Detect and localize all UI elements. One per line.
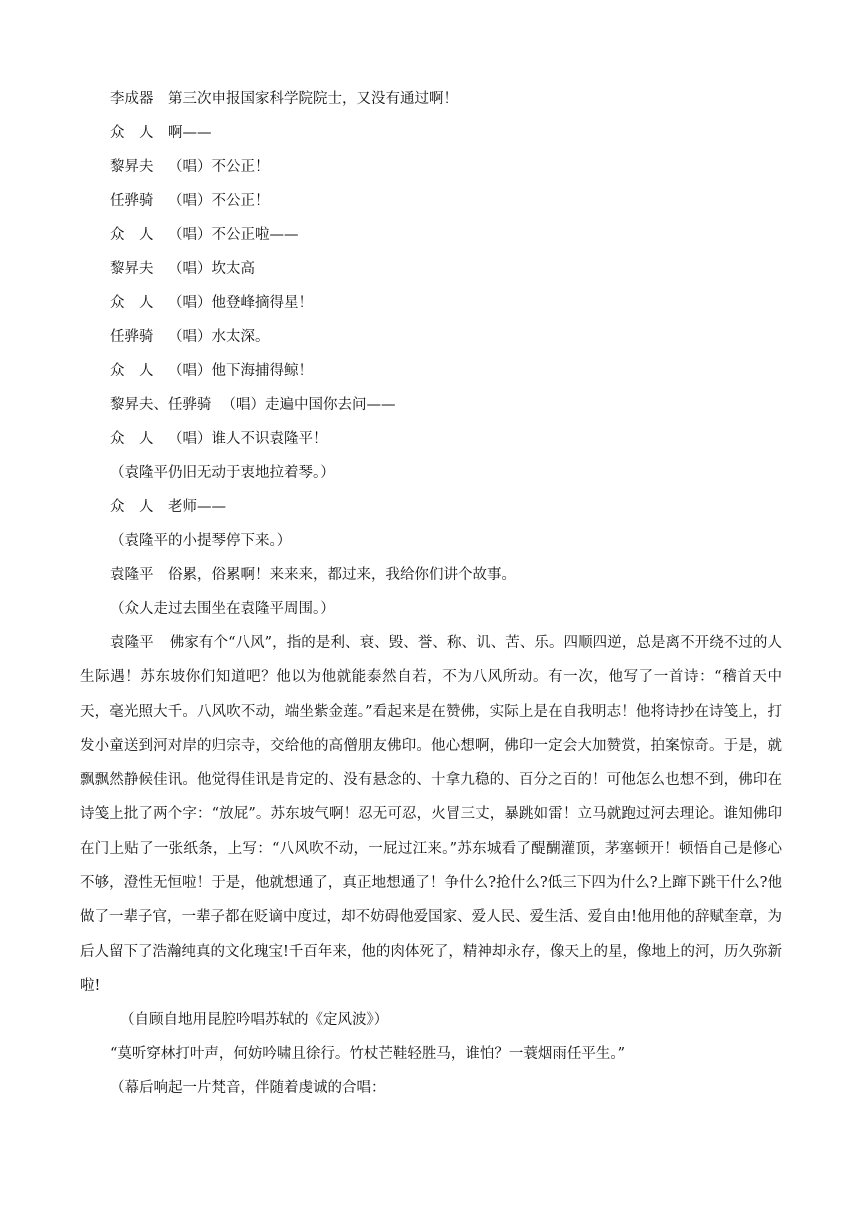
dialogue-line xyxy=(80,558,782,592)
dialogue-line xyxy=(80,218,782,252)
dialogue-text: （唱）不公正！ xyxy=(168,193,270,209)
stage-direction-text: （袁隆平仍旧无动于衷地拉着琴。） xyxy=(110,465,335,481)
dialogue-line xyxy=(80,82,782,116)
monologue-paragraph xyxy=(80,626,782,1003)
speaker-name: 任骅骑 xyxy=(110,329,154,345)
dialogue-text: （唱）走遍中国你去问—— xyxy=(221,397,396,413)
dialogue-text: （唱）他下海捕得鲸！ xyxy=(168,363,313,379)
stage-direction xyxy=(80,456,782,490)
dialogue-line xyxy=(80,354,782,388)
dialogue-line xyxy=(80,150,782,184)
dialogue-text: 俗累，俗累啊！来来来，都过来，我给你们讲个故事。 xyxy=(168,567,516,583)
stage-direction-text: （自顾自地用昆腔吟唱苏轼的《定风波》） xyxy=(120,1012,389,1029)
dialogue-line xyxy=(80,388,782,422)
speaker-name: 众 人 xyxy=(110,295,154,311)
speaker-name: 袁隆平 xyxy=(110,567,154,583)
dialogue-line xyxy=(80,320,782,354)
stage-direction-text: （袁隆平的小提琴停下来。） xyxy=(110,533,292,549)
speaker-name: 众 人 xyxy=(110,363,154,379)
poem-text: “莫听穿林打叶声，何妨吟啸且徐行。竹杖芒鞋轻胜马，谁怕？一蓑烟雨任平生。” xyxy=(110,1046,626,1063)
dialogue-line xyxy=(80,490,782,524)
speaker-name: 李成器 xyxy=(110,91,154,107)
stage-direction-text: （众人走过去围坐在袁隆平周围。） xyxy=(110,601,335,617)
stage-direction xyxy=(80,1003,782,1037)
dialogue-text: （唱）不公正啦—— xyxy=(168,227,299,243)
dialogue-line xyxy=(80,252,782,286)
dialogue-line xyxy=(80,184,782,218)
speaker-name: 众 人 xyxy=(110,125,154,141)
dialogue-line xyxy=(80,422,782,456)
dialogue-text: 啊—— xyxy=(168,125,212,141)
dialogue-text: 老师—— xyxy=(168,499,226,515)
poem-line xyxy=(80,1037,782,1071)
dialogue-line xyxy=(80,116,782,150)
monologue-text: 佛家有个“八风”，指的是利、衰、毁、誉、称、讥、苦、乐。四顺四逆，总是离不开绕不过的人生际遇！苏东坡你们知道吧？他以为他就能泰然自若，不为八风所动。有一次，他写了一首诗：“稽首天中天，毫光照大千。八风吹不动，端坐紫金莲。”看起来是在赞佛，实际上是在自我明志！他将诗抄在诗笺上，打发小童送到河对岸的归宗寺，交给他的高僧朋友佛印。他心想啊，佛印一定会大加赞赏，拍案惊奇。于是，就飘飘然静候佳讯。他觉得佳讯是肯定的、没有悬念的、十拿九稳的、百分之百的！可他怎么也想不到，佛印在诗笺上批了两个字：“放屁”。苏东坡气啊！忍无可忍，火冒三丈，暴跳如雷！立马就跑过河去理论。谁知佛印在门上贴了一张纸条，上写：“八风吹不动，一屁过江来。”苏东城看了醍醐灌顶，茅塞顿开！顿悟自己是修心不够，澄性无恒啦！于是，他就想通了，真正地想通了！争什么?抢什么?低三下四为什么?上蹿下跳干什么?他做了一辈子官，一辈子都在贬谪中度过，却不妨碍他爱国家、爱人民、爱生活、爱自由!他用他的辞赋奎章，为后人留下了浩瀚纯真的文化瑰宝!千百年来，他的肉体死了，精神却永存，像天上的星，像地上的河，历久弥新啦! xyxy=(80,635,783,994)
speaker-name: 黎昇夫 xyxy=(110,159,154,175)
dialogue-text: （唱）他登峰摘得星！ xyxy=(168,295,313,311)
dialogue-text: （唱）谁人不识袁隆平！ xyxy=(168,431,328,447)
stage-direction xyxy=(80,1071,782,1105)
speaker-name: 任骅骑 xyxy=(110,193,154,209)
stage-direction-text: （幕后响起一片梵音，伴随着虔诚的合唱： xyxy=(110,1080,386,1097)
dialogue-line xyxy=(80,286,782,320)
speaker-name: 众 人 xyxy=(110,499,154,515)
dialogue-text: （唱）坎太高 xyxy=(168,261,255,277)
speaker-name: 袁隆平 xyxy=(110,635,154,651)
dialogue-text: （唱）不公正！ xyxy=(168,159,270,175)
stage-direction xyxy=(80,524,782,558)
speaker-name: 黎昇夫 xyxy=(110,261,154,277)
speaker-name: 众 人 xyxy=(110,227,154,243)
dialogue-text: （唱）水太深。 xyxy=(168,329,270,345)
stage-direction xyxy=(80,592,782,626)
dialogue-text: 第三次申报国家科学院院士，又没有通过啊！ xyxy=(168,91,458,107)
speaker-name: 众 人 xyxy=(110,431,154,447)
speaker-name: 黎昇夫、任骅骑 xyxy=(110,397,212,413)
